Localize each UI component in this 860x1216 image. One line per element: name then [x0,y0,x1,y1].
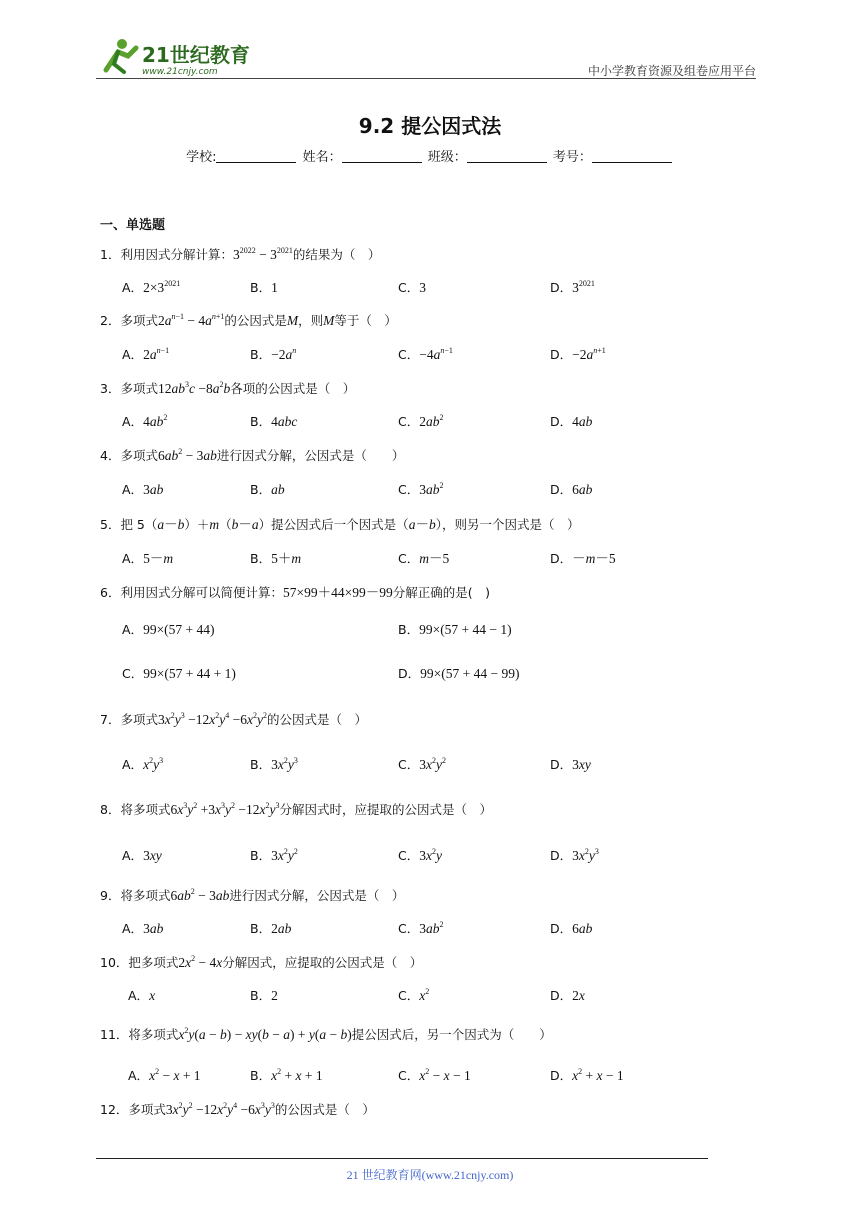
question-5: 5．把 5（a－b）＋m（b－a）提公因式后一个因式是（a－b），则另一个因式是（ ） [100,517,580,532]
question-12: 12．多项式$3x^2y^2 -12x^2y^4 -6x^3y^3$的公因式是（ ） [100,1101,375,1117]
class-label: 班级： [427,150,467,165]
page-title: 9.2 提公因式法 [358,114,502,138]
q1-option-b[interactable]: B．1 [250,280,278,295]
question-7: 7．多项式$3x^2y^3 -12x^2y^4 -6x^2y^2$的公因式是（ ） [100,711,367,727]
student-info-row [0,146,860,165]
header-divider [96,78,756,79]
question-4: 4．多项式$6ab^2 - 3ab$进行因式分解，公因式是（ ） [100,447,405,463]
q2-option-d[interactable]: D．$-2a^{n+1}$ [550,346,606,362]
q1-option-c[interactable]: C．3 [398,280,426,295]
school-label: 学校: [186,150,217,165]
q7-option-a[interactable]: A．$x^2y^3$ [122,756,164,772]
q4-option-a[interactable]: A．3ab [122,482,164,497]
number-blank[interactable] [592,150,672,163]
question-2: 2．多项式$2a^{n-1} - 4a^{n+1}$的公因式是M，则M等于（ ） [100,312,397,328]
school-blank[interactable] [216,150,296,163]
footer-divider [96,1158,708,1159]
q4-option-b[interactable]: B．ab [250,482,285,497]
q2-option-a[interactable]: A．$2a^{n-1}$ [122,346,170,362]
q6-option-b[interactable]: B．99×(57 + 44 − 1) [398,622,512,637]
q5-option-a[interactable]: A．5－m [122,551,174,566]
footer-link[interactable]: 21 世纪教育网(www.21cnjy.com) [346,1168,514,1182]
q3-option-c[interactable]: C．$2ab^2$ [398,413,444,429]
q8-option-b[interactable]: B．$3x^2y^2$ [250,847,298,863]
q10-option-c[interactable]: C．$x^2$ [398,987,430,1003]
q7-option-c[interactable]: C．$3x^2y^2$ [398,756,446,772]
q6-option-c[interactable]: C．99×(57 + 44 + 1) [122,666,236,681]
question-3: 3．多项式$12ab^3c -8a^2b$各项的公因式是（ ） [100,380,356,396]
name-blank[interactable] [342,150,422,163]
q5-option-b[interactable]: B．5＋m [250,551,302,566]
question-11: 11．将多项式$x^2y(a - b) - xy(b - a) + y(a - b)$提公因式后，另一个因式为（ ） [100,1026,552,1042]
svg-text:21世纪教育: 21世纪教育 [142,43,250,67]
q4-option-d[interactable]: D．6ab [550,482,593,497]
header-platform-text: 中小学教育资源及组卷应用平台 [587,64,756,78]
site-logo [96,34,256,78]
q3-option-a[interactable]: A．$4ab^2$ [122,413,168,429]
q1-option-a[interactable]: A．$2\times 3^{2021}$ [122,279,181,295]
name-label: 姓名： [302,150,342,165]
number-label: 考号： [552,150,592,165]
q11-option-b[interactable]: B．$x^2 + x + 1$ [250,1067,323,1083]
q2-option-c[interactable]: C．$-4a^{n-1}$ [398,346,453,362]
q3-option-d[interactable]: D．4ab [550,414,593,429]
q7-option-b[interactable]: B．$3x^2y^3$ [250,756,298,772]
question-6: 6．利用因式分解可以简便计算：57×99＋44×99－99分解正确的是( ) [100,585,490,600]
q6-option-a[interactable]: A．99×(57 + 44) [122,622,215,637]
q8-option-a[interactable]: A．3xy [122,848,162,863]
q10-option-a[interactable]: A．x [128,988,156,1003]
q2-option-b[interactable]: B．$-2a^n$ [250,346,297,362]
q5-option-d[interactable]: D．－m－5 [550,551,616,566]
q5-option-c[interactable]: C．m－5 [398,551,450,566]
class-blank[interactable] [467,150,547,163]
question-9: 9．将多项式$6ab^2 - 3ab$进行因式分解，公因式是（ ） [100,887,405,903]
q7-option-d[interactable]: D．3xy [550,757,591,772]
question-10: 10．把多项式$2x^2 - 4x$分解因式，应提取的公因式是（ ） [100,954,423,970]
q8-option-d[interactable]: D．$3x^2y^3$ [550,847,599,863]
q11-option-a[interactable]: A．$x^2 - x + 1$ [128,1067,201,1083]
q1-option-d[interactable]: D．$3^{2021}$ [550,279,595,295]
question-8: 8．将多项式$6x^3y^2 +3x^3y^2 -12x^2y^3$分解因式时，应提取的公因式是（ ） [100,801,492,817]
svg-text:www.21cnjy.com: www.21cnjy.com [142,67,218,77]
q10-option-b[interactable]: B．2 [250,988,278,1003]
q3-option-b[interactable]: B．4abc [250,414,298,429]
q9-option-b[interactable]: B．2ab [250,921,292,936]
question-1: 1．利用因式分解计算：$3^{2022} - 3^{2021}$的结果为（ ） [100,246,381,262]
q11-option-d[interactable]: D．$x^2 + x - 1$ [550,1067,624,1083]
section-heading: 一、单选题 [100,218,166,233]
q6-option-d[interactable]: D．99×(57 + 44 − 99) [398,666,520,681]
q9-option-c[interactable]: C．$3ab^2$ [398,920,444,936]
q10-option-d[interactable]: D．2x [550,988,585,1003]
q8-option-c[interactable]: C．$3x^2y$ [398,847,442,863]
q4-option-c[interactable]: C．$3ab^2$ [398,481,444,497]
q11-option-c[interactable]: C．$x^2 - x - 1$ [398,1067,471,1083]
q9-option-d[interactable]: D．6ab [550,921,593,936]
q9-option-a[interactable]: A．3ab [122,921,164,936]
